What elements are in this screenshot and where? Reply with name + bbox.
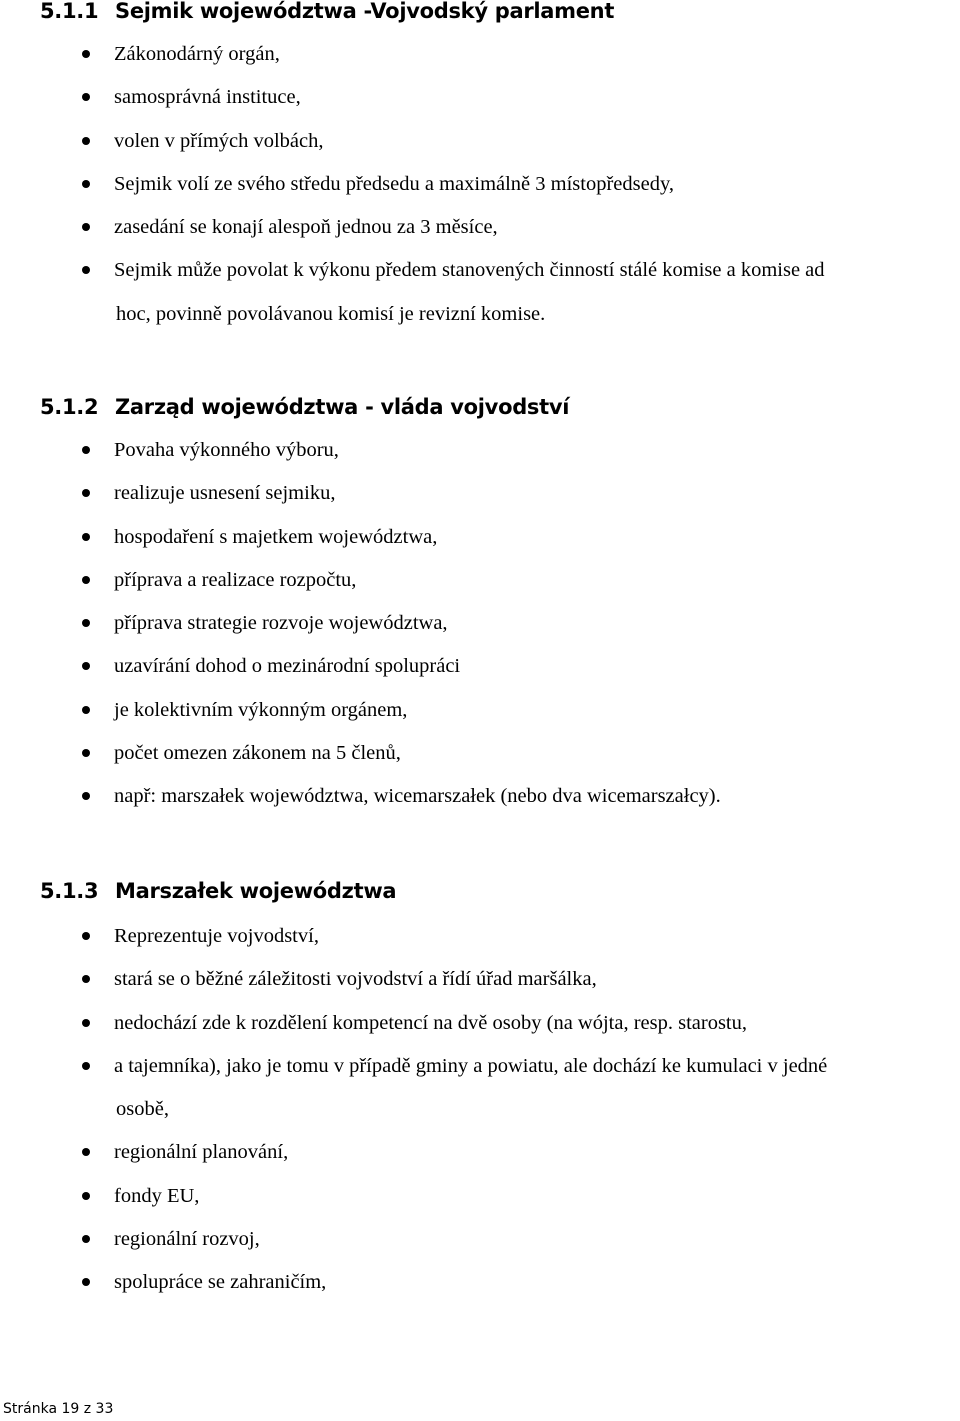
bullet-icon	[82, 1148, 90, 1156]
bullet-icon	[82, 1062, 90, 1070]
list-item: Zákonodárný orgán,	[0, 33, 960, 76]
section-title: Marszałek województwa	[115, 879, 397, 903]
bullet-icon	[82, 446, 90, 454]
list-item: Povaha výkonného výboru,	[0, 429, 960, 472]
bullet-icon	[82, 137, 90, 145]
list-item: volen v přímých volbách,	[0, 120, 960, 163]
list-item: Reprezentuje vojvodství,	[0, 915, 960, 958]
list-item: uzavírání dohod o mezinárodní spolupráci	[0, 645, 960, 688]
bullet-icon	[82, 932, 90, 940]
bullet-icon	[82, 1278, 90, 1286]
list-item: příprava a realizace rozpočtu,	[0, 559, 960, 602]
section-number: 5.1.3	[40, 879, 99, 903]
section-list-5-1-1	[0, 33, 960, 336]
bullet-icon	[82, 93, 90, 101]
bullet-icon	[82, 50, 90, 58]
list-item: realizuje usnesení sejmiku,	[0, 472, 960, 515]
list-item: hospodaření s majetkem województwa,	[0, 516, 960, 559]
bullet-icon	[82, 662, 90, 670]
list-item: počet omezen zákonem na 5 členů,	[0, 732, 960, 775]
bullet-icon	[82, 975, 90, 983]
section-number: 5.1.2	[40, 395, 99, 419]
page-number-label: Stránka 19 z 33	[3, 1401, 114, 1417]
section-title: Zarząd województwa - vláda vojvodství	[115, 395, 570, 419]
bullet-icon	[82, 1235, 90, 1243]
list-item: spolupráce se zahraničím,	[0, 1261, 960, 1304]
list-item: příprava strategie rozvoje województwa,	[0, 602, 960, 645]
list-item: zasedání se konají alespoň jednou za 3 měsíce,	[0, 206, 960, 249]
list-item: regionální planování,	[0, 1131, 960, 1174]
list-item: a tajemníka), jako je tomu v případě gminy a powiatu, ale dochází ke kumulaci v jedné osobě,	[0, 1045, 960, 1132]
section-title: Sejmik województwa -Vojvodský parlament	[115, 0, 615, 23]
bullet-icon	[82, 266, 90, 274]
bullet-icon	[82, 533, 90, 541]
list-item: regionální rozvoj,	[0, 1218, 960, 1261]
section-heading-5-1-2	[40, 394, 569, 420]
bullet-icon	[82, 576, 90, 584]
page-footer	[3, 1400, 113, 1418]
list-item: Sejmik může povolat k výkonu předem stanovených činností stálé komise a komise ad hoc, povinně povolávanou komisí je revizní komise.	[0, 249, 960, 336]
bullet-icon	[82, 1019, 90, 1027]
bullet-icon	[82, 1192, 90, 1200]
section-number: 5.1.1	[40, 0, 99, 23]
list-item: nedochází zde k rozdělení kompetencí na dvě osoby (na wójta, resp. starostu,	[0, 1002, 960, 1045]
section-list-5-1-2	[0, 429, 960, 819]
list-item: Sejmik volí ze svého středu předsedu a maximálně 3 místopředsedy,	[0, 163, 960, 206]
list-item: stará se o běžné záležitosti vojvodství a řídí úřad maršálka,	[0, 958, 960, 1001]
section-list-5-1-3	[0, 915, 960, 1305]
section-heading-5-1-1	[40, 0, 614, 24]
list-item: je kolektivním výkonným orgánem,	[0, 689, 960, 732]
bullet-icon	[82, 489, 90, 497]
list-item: např: marszałek województwa, wicemarszałek (nebo dva wicemarszałcy).	[0, 775, 960, 818]
bullet-icon	[82, 792, 90, 800]
list-item: samosprávná instituce,	[0, 76, 960, 119]
bullet-icon	[82, 706, 90, 714]
bullet-icon	[82, 749, 90, 757]
bullet-icon	[82, 180, 90, 188]
section-heading-5-1-3	[40, 878, 396, 904]
list-item: fondy EU,	[0, 1175, 960, 1218]
bullet-icon	[82, 619, 90, 627]
bullet-icon	[82, 223, 90, 231]
